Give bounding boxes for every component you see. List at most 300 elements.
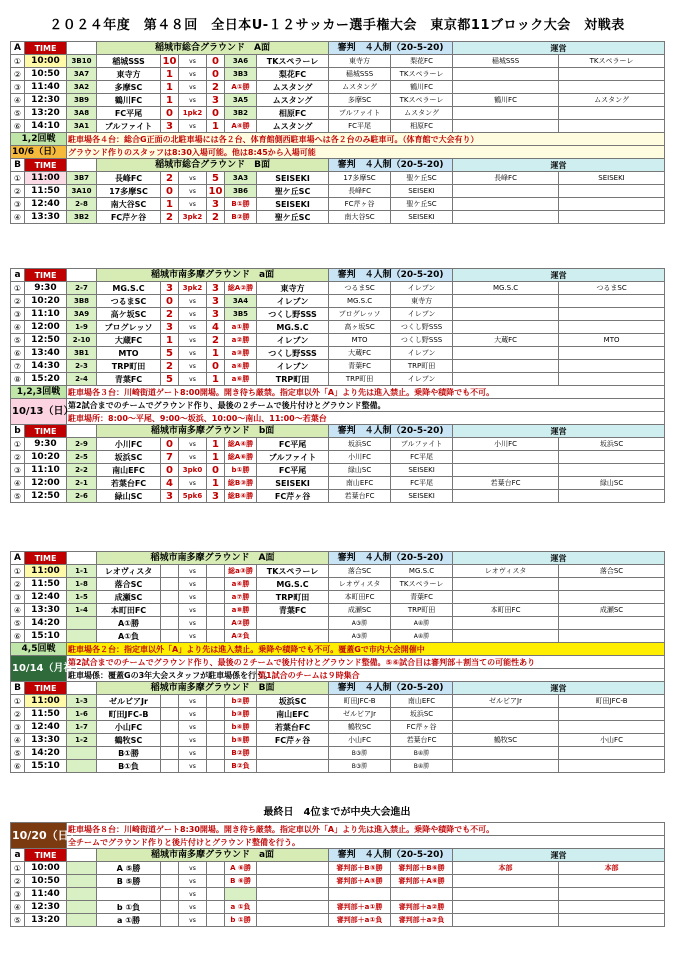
team-code: 3B1 bbox=[67, 347, 97, 360]
away-team bbox=[257, 760, 329, 773]
referee-1: ブログレッソ bbox=[329, 308, 391, 321]
match-row bbox=[11, 55, 665, 68]
home-score: 1 bbox=[161, 334, 179, 347]
referee-header: 審判 ４人制（20-5-20) bbox=[329, 849, 453, 862]
away-code: A②負 bbox=[225, 630, 257, 643]
ops-2 bbox=[559, 630, 665, 643]
home-team: 東寺方 bbox=[97, 68, 161, 81]
vs-label: vs bbox=[179, 68, 207, 81]
away-team: イレブン bbox=[257, 334, 329, 347]
referee-2: FC平尾 bbox=[391, 451, 453, 464]
ops-1 bbox=[453, 760, 559, 773]
match-number: ⑧ bbox=[11, 373, 25, 386]
referee-1: ゼルビアJr bbox=[329, 708, 391, 721]
referee-2: 聖ケ丘SC bbox=[391, 198, 453, 211]
ops-1 bbox=[453, 901, 559, 914]
referee-2: 坂浜SC bbox=[391, 708, 453, 721]
match-time: 12:00 bbox=[25, 321, 67, 334]
referee-1: 南大谷SC bbox=[329, 211, 391, 224]
home-team: 落合SC bbox=[97, 578, 161, 591]
away-score: 2 bbox=[207, 334, 225, 347]
ops-1 bbox=[453, 914, 559, 927]
match-time: 13:20 bbox=[25, 107, 67, 120]
parking-place-note: 駐車場所：8:00～平尾、9:00～坂浜、10:00～南山、11:00～若葉台 bbox=[67, 412, 665, 425]
team-code: 1-5 bbox=[67, 591, 97, 604]
note-row bbox=[11, 669, 665, 682]
team-code: 2-10 bbox=[67, 334, 97, 347]
away-code: a④勝 bbox=[225, 360, 257, 373]
away-code: A ⑥勝 bbox=[225, 862, 257, 875]
pk-score: 5pk6 bbox=[179, 490, 207, 503]
away-code: b②勝 bbox=[225, 695, 257, 708]
vs-label: vs bbox=[179, 198, 207, 211]
home-score bbox=[161, 914, 179, 927]
match-date: 10/20（日） bbox=[11, 823, 67, 849]
match-time: 9:30 bbox=[25, 438, 67, 451]
ops-2 bbox=[559, 490, 665, 503]
away-code: 3B3 bbox=[225, 68, 257, 81]
home-score: 1 bbox=[161, 198, 179, 211]
section-label: A bbox=[11, 42, 25, 55]
match-number: ② bbox=[11, 708, 25, 721]
vs-label: vs bbox=[179, 55, 207, 68]
ops-2 bbox=[559, 451, 665, 464]
match-time: 10:20 bbox=[25, 451, 67, 464]
ops-1 bbox=[453, 747, 559, 760]
match-row bbox=[11, 438, 665, 451]
vs-label: vs bbox=[179, 94, 207, 107]
note-row bbox=[11, 399, 665, 412]
day1-schedule bbox=[10, 41, 665, 224]
team-code bbox=[67, 747, 97, 760]
match-number: ① bbox=[11, 172, 25, 185]
match-number: ③ bbox=[11, 888, 25, 901]
home-team: 稲城SSS bbox=[97, 55, 161, 68]
away-code: B②勝 bbox=[225, 747, 257, 760]
ops-1 bbox=[453, 464, 559, 477]
home-score bbox=[161, 721, 179, 734]
match-number: ⑤ bbox=[11, 617, 25, 630]
team-code: 3A9 bbox=[67, 308, 97, 321]
match-time: 11:00 bbox=[25, 695, 67, 708]
note-row bbox=[11, 823, 665, 836]
match-number: ② bbox=[11, 875, 25, 888]
referee-1: 若葉台FC bbox=[329, 490, 391, 503]
away-code: b⑤勝 bbox=[225, 734, 257, 747]
referee-1: 小山FC bbox=[329, 734, 391, 747]
away-score: 3 bbox=[207, 295, 225, 308]
away-score bbox=[207, 734, 225, 747]
home-score: 2 bbox=[161, 360, 179, 373]
pk-score: 3pk0 bbox=[179, 464, 207, 477]
vs-label: vs bbox=[179, 360, 207, 373]
team-code: 1-4 bbox=[67, 604, 97, 617]
away-code: a①勝 bbox=[225, 321, 257, 334]
ops-2 bbox=[559, 81, 665, 94]
away-team bbox=[257, 630, 329, 643]
vs-label: vs bbox=[179, 708, 207, 721]
team-code: 3B8 bbox=[67, 295, 97, 308]
referee-1: 稲城SSS bbox=[329, 68, 391, 81]
match-time: 11:10 bbox=[25, 464, 67, 477]
away-score: 1 bbox=[207, 451, 225, 464]
home-team: 南山EFC bbox=[97, 464, 161, 477]
home-score: 5 bbox=[161, 373, 179, 386]
vs-label: vs bbox=[179, 914, 207, 927]
referee-2: つくし野SSS bbox=[391, 334, 453, 347]
home-score bbox=[161, 630, 179, 643]
blank bbox=[67, 682, 97, 695]
match-time: 13:30 bbox=[25, 211, 67, 224]
team-code: 3A1 bbox=[67, 120, 97, 133]
match-time: 12:50 bbox=[25, 490, 67, 503]
match-row bbox=[11, 185, 665, 198]
away-score: 1 bbox=[207, 347, 225, 360]
home-team: B ⑤勝 bbox=[97, 875, 161, 888]
away-team: ムスタング bbox=[257, 120, 329, 133]
home-team: 成瀬SC bbox=[97, 591, 161, 604]
ops-2: 落合SC bbox=[559, 565, 665, 578]
away-score bbox=[207, 578, 225, 591]
match-time: 11:50 bbox=[25, 185, 67, 198]
match-number: ⑤ bbox=[11, 334, 25, 347]
home-score bbox=[161, 734, 179, 747]
match-time: 10:50 bbox=[25, 875, 67, 888]
referee-1: A③勝 bbox=[329, 630, 391, 643]
vs-label: vs bbox=[179, 438, 207, 451]
time-header: TIME bbox=[25, 552, 67, 565]
match-row bbox=[11, 721, 665, 734]
match-row bbox=[11, 477, 665, 490]
ops-1 bbox=[453, 198, 559, 211]
ops-2 bbox=[559, 120, 665, 133]
ops-1 bbox=[453, 617, 559, 630]
away-team: TRP町田 bbox=[257, 373, 329, 386]
team-code: 2-9 bbox=[67, 438, 97, 451]
match-time: 14:10 bbox=[25, 120, 67, 133]
ops-2 bbox=[559, 591, 665, 604]
team-code: 2-3 bbox=[67, 360, 97, 373]
pk-score: 3pk2 bbox=[179, 282, 207, 295]
ops-1 bbox=[453, 308, 559, 321]
pk-score: 3pk2 bbox=[179, 211, 207, 224]
match-row bbox=[11, 81, 665, 94]
team-code: 3A7 bbox=[67, 68, 97, 81]
blank bbox=[67, 42, 97, 55]
match-row bbox=[11, 282, 665, 295]
away-code: a⑥勝 bbox=[225, 373, 257, 386]
match-number: ② bbox=[11, 451, 25, 464]
vs-label: vs bbox=[179, 321, 207, 334]
team-code: 2-1 bbox=[67, 477, 97, 490]
ops-2 bbox=[559, 901, 665, 914]
match-number: ③ bbox=[11, 721, 25, 734]
away-code: A①勝 bbox=[225, 81, 257, 94]
time-header: TIME bbox=[25, 425, 67, 438]
round-label: 4,5回戦 bbox=[11, 643, 67, 656]
match-number: ⑤ bbox=[11, 747, 25, 760]
match-time: 12:40 bbox=[25, 591, 67, 604]
referee-1: 東寺方 bbox=[329, 55, 391, 68]
match-number: ① bbox=[11, 862, 25, 875]
ops-2 bbox=[559, 198, 665, 211]
ops-1: 長峰FC bbox=[453, 172, 559, 185]
venue-name: 稲城市南多摩グラウンド b面 bbox=[97, 425, 329, 438]
ops-1: 大蔵FC bbox=[453, 334, 559, 347]
block-header bbox=[11, 552, 665, 565]
operations-header: 運営 bbox=[453, 269, 665, 282]
referee-1: 多摩SC bbox=[329, 94, 391, 107]
referee-header: 審判 ４人制（20-5-20) bbox=[329, 269, 453, 282]
home-score bbox=[161, 888, 179, 901]
home-score bbox=[161, 901, 179, 914]
referee-2 bbox=[391, 888, 453, 901]
match-row bbox=[11, 308, 665, 321]
match-date: 10/14（月祝） bbox=[11, 656, 67, 682]
away-code: B②勝 bbox=[225, 211, 257, 224]
away-team: SEISEKI bbox=[257, 477, 329, 490]
match-row bbox=[11, 695, 665, 708]
ops-2 bbox=[559, 914, 665, 927]
home-team: TRP町田 bbox=[97, 360, 161, 373]
venue-name: 稲城市南多摩グラウンド B面 bbox=[97, 682, 329, 695]
away-score: 3 bbox=[207, 282, 225, 295]
match-row bbox=[11, 734, 665, 747]
team-code: 3A2 bbox=[67, 81, 97, 94]
ops-1: 若葉台FC bbox=[453, 477, 559, 490]
match-row bbox=[11, 68, 665, 81]
match-time: 12:40 bbox=[25, 721, 67, 734]
match-row bbox=[11, 591, 665, 604]
referee-2: ブルファイト bbox=[391, 438, 453, 451]
away-team bbox=[257, 901, 329, 914]
referee-2: 審判部＋A⑥勝 bbox=[391, 875, 453, 888]
away-code: 3A4 bbox=[225, 295, 257, 308]
away-score bbox=[207, 591, 225, 604]
match-number: ④ bbox=[11, 901, 25, 914]
away-score bbox=[207, 708, 225, 721]
referee-1: FC芹ヶ谷 bbox=[329, 198, 391, 211]
team-code: 1-7 bbox=[67, 721, 97, 734]
team-code: 1-8 bbox=[67, 578, 97, 591]
away-team: 梨花FC bbox=[257, 68, 329, 81]
team-code bbox=[67, 901, 97, 914]
away-code: 総B④勝 bbox=[225, 490, 257, 503]
vs-label: vs bbox=[179, 477, 207, 490]
referee-1: 青葉FC bbox=[329, 360, 391, 373]
vs-label: vs bbox=[179, 760, 207, 773]
block-header bbox=[11, 42, 665, 55]
referee-2: ムスタング bbox=[391, 107, 453, 120]
section-label: A bbox=[11, 552, 25, 565]
referee-1: B③勝 bbox=[329, 747, 391, 760]
match-number: ④ bbox=[11, 604, 25, 617]
match-row bbox=[11, 888, 665, 901]
away-team bbox=[257, 888, 329, 901]
ops-1: 鶴牧SC bbox=[453, 734, 559, 747]
match-row bbox=[11, 708, 665, 721]
home-team: 若葉台FC bbox=[97, 477, 161, 490]
away-team: SEISEKI bbox=[257, 172, 329, 185]
home-team: 多摩SC bbox=[97, 81, 161, 94]
away-team: MG.S.C bbox=[257, 578, 329, 591]
team-code bbox=[67, 888, 97, 901]
home-team: 小川FC bbox=[97, 438, 161, 451]
match-number: ④ bbox=[11, 734, 25, 747]
away-score bbox=[207, 695, 225, 708]
home-team: 長峰FC bbox=[97, 172, 161, 185]
match-row bbox=[11, 901, 665, 914]
ground-note: 全チームでグラウンド作りと後片付けとグラウンド整備を行う。 bbox=[67, 836, 665, 849]
ground-note: 第2試合までのチームでグラウンド作り、最後の２チームで後片付けとグラウンド整備。⑤⑥試合目は審判部＋割当ての可能性あり bbox=[67, 656, 665, 669]
parking-staff-note: 駐車場係：覆蓋Gの3年大会スタッフが駐車場係を行う。 bbox=[68, 670, 273, 680]
match-row bbox=[11, 295, 665, 308]
ops-2: TKスペラーレ bbox=[559, 55, 665, 68]
blank bbox=[67, 849, 97, 862]
vs-label: vs bbox=[179, 565, 207, 578]
team-code: 3B10 bbox=[67, 55, 97, 68]
parking-note: 駐車場各２台：指定車以外「A」より先は進入禁止。乗降や積降でも不可。覆蓋Gで市内大会開催中 bbox=[67, 643, 665, 656]
match-number: ⑤ bbox=[11, 914, 25, 927]
match-time: 11:50 bbox=[25, 708, 67, 721]
home-team: レオヴィスタ bbox=[97, 565, 161, 578]
vs-label: vs bbox=[179, 347, 207, 360]
away-score: 10 bbox=[207, 185, 225, 198]
away-code: 3B6 bbox=[225, 185, 257, 198]
vs-label: vs bbox=[179, 747, 207, 760]
match-row bbox=[11, 451, 665, 464]
away-score: 0 bbox=[207, 464, 225, 477]
team-code: 3A10 bbox=[67, 185, 97, 198]
home-score bbox=[161, 578, 179, 591]
match-number: ① bbox=[11, 565, 25, 578]
home-score: 10 bbox=[161, 55, 179, 68]
away-code: 3B2 bbox=[225, 107, 257, 120]
away-code: 総A②勝 bbox=[225, 282, 257, 295]
referee-2: B④勝 bbox=[391, 747, 453, 760]
time-header: TIME bbox=[25, 42, 67, 55]
match-time: 11:00 bbox=[25, 172, 67, 185]
home-score bbox=[161, 862, 179, 875]
home-team: B①勝 bbox=[97, 747, 161, 760]
away-score bbox=[207, 565, 225, 578]
match-row bbox=[11, 360, 665, 373]
team-code: 1-2 bbox=[67, 734, 97, 747]
away-code: 3A6 bbox=[225, 55, 257, 68]
ops-1: レオヴィスタ bbox=[453, 565, 559, 578]
home-team: 本町田FC bbox=[97, 604, 161, 617]
match-number: ④ bbox=[11, 94, 25, 107]
ops-1 bbox=[453, 81, 559, 94]
home-score bbox=[161, 760, 179, 773]
ops-2 bbox=[559, 888, 665, 901]
vs-label: vs bbox=[179, 695, 207, 708]
home-score: 3 bbox=[161, 282, 179, 295]
time-header: TIME bbox=[25, 849, 67, 862]
match-row bbox=[11, 321, 665, 334]
operations-header: 運営 bbox=[453, 425, 665, 438]
match-time: 12:30 bbox=[25, 94, 67, 107]
away-code: B②負 bbox=[225, 760, 257, 773]
team-code bbox=[67, 875, 97, 888]
away-code: a②勝 bbox=[225, 334, 257, 347]
day3-schedule bbox=[10, 551, 665, 773]
away-team bbox=[257, 617, 329, 630]
referee-2: SEISEKI bbox=[391, 464, 453, 477]
away-code: b①勝 bbox=[225, 464, 257, 477]
away-code bbox=[225, 888, 257, 901]
team-code bbox=[67, 760, 97, 773]
away-code: a③勝 bbox=[225, 347, 257, 360]
referee-1: 町田JFC-B bbox=[329, 695, 391, 708]
match-row bbox=[11, 94, 665, 107]
parking-note: 駐車場各４台：総合G正面の北駐車場には各２台、体育館側西駐車場へは各２台のみ駐車可。（体育館で大会有り） bbox=[67, 133, 665, 146]
away-code: a⑧勝 bbox=[225, 604, 257, 617]
ops-2 bbox=[559, 760, 665, 773]
entry-note: グラウンド作りのスタッフは8:30入場可能。他は8:45から入場可能 bbox=[67, 146, 665, 159]
away-team: つくし野SSS bbox=[257, 308, 329, 321]
away-score bbox=[207, 630, 225, 643]
team-code bbox=[67, 617, 97, 630]
team-code: 3B7 bbox=[67, 172, 97, 185]
away-team: FC平尾 bbox=[257, 438, 329, 451]
away-code: 3B5 bbox=[225, 308, 257, 321]
match-number: ④ bbox=[11, 477, 25, 490]
section-label: a bbox=[11, 849, 25, 862]
home-team: 青葉FC bbox=[97, 373, 161, 386]
parking-note: 駐車場各８台：川崎街道ゲート8:30開場。開き待ち厳禁。指定車以外「A」より先は進入禁止。乗降や積降でも不可。 bbox=[67, 823, 665, 836]
referee-1: 鶴牧SC bbox=[329, 721, 391, 734]
ops-1: ゼルビアJr bbox=[453, 695, 559, 708]
ops-2: ムスタング bbox=[559, 94, 665, 107]
match-number: ① bbox=[11, 438, 25, 451]
home-score: 4 bbox=[161, 477, 179, 490]
pk-score: 1pk2 bbox=[179, 107, 207, 120]
final-schedule bbox=[10, 822, 665, 927]
vs-label: vs bbox=[179, 578, 207, 591]
section-label: B bbox=[11, 682, 25, 695]
team-code: 2-7 bbox=[67, 282, 97, 295]
away-score bbox=[207, 901, 225, 914]
match-time: 10:00 bbox=[25, 55, 67, 68]
team-code: 2-8 bbox=[67, 198, 97, 211]
away-score: 1 bbox=[207, 477, 225, 490]
away-code: 総B③勝 bbox=[225, 477, 257, 490]
team-code: 1-3 bbox=[67, 695, 97, 708]
ops-2: 町田JFC-B bbox=[559, 695, 665, 708]
blank bbox=[67, 552, 97, 565]
block-header bbox=[11, 682, 665, 695]
home-team: b ①負 bbox=[97, 901, 161, 914]
ops-2 bbox=[559, 708, 665, 721]
home-score: 2 bbox=[161, 211, 179, 224]
note-row bbox=[11, 146, 665, 159]
referee-2: 南山EFC bbox=[391, 695, 453, 708]
away-team: つくし野SSS bbox=[257, 347, 329, 360]
time-header: TIME bbox=[25, 159, 67, 172]
final-day-title: 最終日 4位までが中央大会進出 bbox=[263, 807, 411, 818]
away-code: a⑦勝 bbox=[225, 591, 257, 604]
ops-2 bbox=[559, 875, 665, 888]
referee-1: 小川FC bbox=[329, 451, 391, 464]
away-team: ムスタング bbox=[257, 94, 329, 107]
referee-2: イレブン bbox=[391, 282, 453, 295]
note-row bbox=[11, 656, 665, 669]
away-score bbox=[207, 862, 225, 875]
home-score bbox=[161, 565, 179, 578]
away-code: b③勝 bbox=[225, 708, 257, 721]
team-code: 2-5 bbox=[67, 451, 97, 464]
